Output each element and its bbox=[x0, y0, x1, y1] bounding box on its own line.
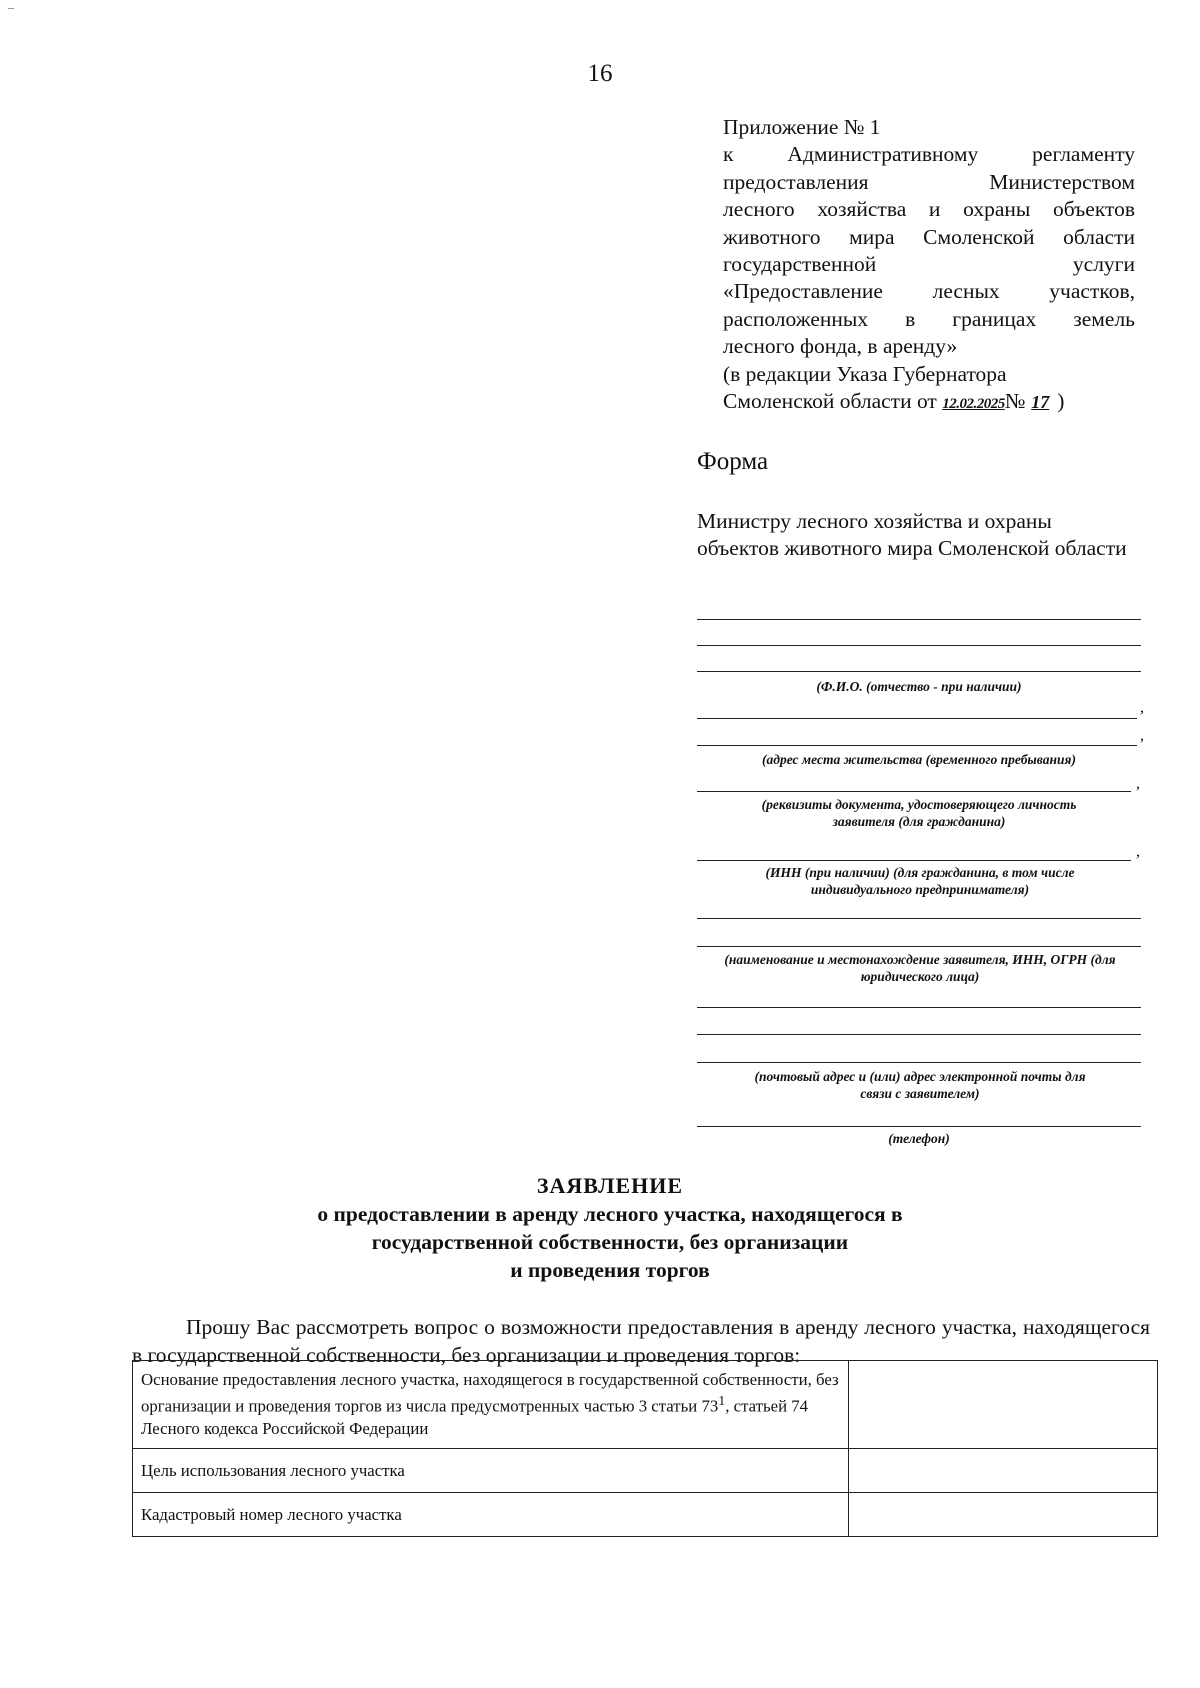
form-label: Форма bbox=[697, 448, 769, 475]
postal-line[interactable] bbox=[697, 1034, 1141, 1035]
legal-entity-line[interactable] bbox=[697, 946, 1141, 947]
appendix-line: животного мира Смоленской области bbox=[723, 224, 1135, 249]
legal-entity-caption: (наименование и местонахождение заявителя, ИНН, ОГРН (для юридического лица) bbox=[724, 952, 1116, 984]
decree-number-label: № bbox=[1004, 389, 1026, 414]
appendix-line: «Предоставление лесных участков, bbox=[723, 279, 1135, 304]
phone-line[interactable] bbox=[697, 1126, 1141, 1127]
basis-text-tail: , статьей 74 Лесного кодекса Российской Федерации bbox=[141, 1396, 809, 1438]
identity-doc-caption: (реквизиты документа, удостоверяющего личность заявителя (для гражданина) bbox=[761, 797, 1077, 829]
page-number: 16 bbox=[587, 60, 613, 87]
table-row bbox=[133, 1449, 1158, 1493]
residence-caption: (адрес места жительства (временного пребывания) bbox=[762, 752, 1076, 767]
fio-line[interactable] bbox=[697, 619, 1141, 620]
appendix-decree bbox=[723, 388, 1135, 418]
appendix-line: лесного хозяйства и охраны объектов bbox=[723, 197, 1135, 222]
table-row bbox=[133, 1493, 1158, 1537]
postal-line[interactable] bbox=[697, 1007, 1141, 1008]
application-table bbox=[132, 1360, 1158, 1537]
table-cell-cadastral-value[interactable] bbox=[849, 1493, 1158, 1537]
statement-subtitle-line: о предоставлении в аренду лесного участка, находящегося в bbox=[317, 1202, 903, 1226]
inn-line[interactable] bbox=[697, 860, 1131, 861]
residence-line[interactable] bbox=[697, 745, 1137, 746]
scan-corner-mark bbox=[8, 8, 14, 9]
decree-prefix: Смоленской области от bbox=[723, 389, 937, 414]
table-cell-basis-label bbox=[133, 1361, 849, 1449]
table-cell-purpose-label: Цель использования лесного участка bbox=[133, 1449, 849, 1493]
appendix-title: Приложение № 1 bbox=[723, 115, 881, 139]
basis-text: Основание предоставления лесного участка, находящегося в государственной собственности, без организации и проведения торгов из числа предусмотренных частью 3 статьи 73 bbox=[141, 1370, 839, 1416]
appendix-line: расположенных в границах земель bbox=[723, 306, 1135, 331]
fio-caption: (Ф.И.О. (отчество - при наличии) bbox=[816, 679, 1022, 694]
appendix-header bbox=[723, 114, 1135, 418]
appendix-line: к Административному регламенту bbox=[723, 142, 1135, 167]
legal-entity-line[interactable] bbox=[697, 918, 1141, 919]
appendix-edition: (в редакции Указа Губернатора bbox=[723, 361, 1007, 386]
statement-subtitle-line: государственной собственности, без организации bbox=[371, 1230, 849, 1254]
identity-doc-line[interactable] bbox=[697, 791, 1131, 792]
comma: , bbox=[1136, 775, 1140, 792]
table-cell-purpose-value[interactable] bbox=[849, 1449, 1158, 1493]
fio-line[interactable] bbox=[697, 671, 1141, 672]
comma: , bbox=[1136, 843, 1140, 860]
table-cell-cadastral-label: Кадастровый номер лесного участка bbox=[133, 1493, 849, 1537]
inn-caption: (ИНН (при наличии) (для гражданина, в том числе индивидуального предпринимателя) bbox=[765, 865, 1075, 897]
statement-title-block bbox=[230, 1172, 990, 1284]
phone-caption: (телефон) bbox=[888, 1131, 950, 1146]
decree-number-handwritten: 17 bbox=[1031, 392, 1050, 413]
table-cell-basis-value[interactable] bbox=[849, 1361, 1158, 1449]
postal-line[interactable] bbox=[697, 1062, 1141, 1063]
appendix-line: лесного фонда, в аренду» bbox=[723, 334, 958, 359]
residence-line[interactable] bbox=[697, 718, 1137, 719]
decree-close: ) bbox=[1057, 389, 1065, 414]
statement-title: ЗАЯВЛЕНИЕ bbox=[536, 1173, 684, 1198]
basis-superscript: 1 bbox=[718, 1394, 726, 1410]
appendix-line: предоставления Министерством bbox=[723, 169, 1135, 194]
comma: , bbox=[1140, 727, 1144, 744]
appendix-line: государственной услуги bbox=[723, 252, 1135, 277]
comma: , bbox=[1140, 699, 1144, 716]
statement-subtitle-line: и проведения торгов bbox=[510, 1258, 710, 1282]
request-text: Прошу Вас рассмотреть вопрос о возможности предоставления в аренду лесного участка, находящегося в государственной собственности, без организации и проведения торгов: bbox=[132, 1315, 1150, 1367]
decree-date-handwritten: 12.02.2025 bbox=[942, 396, 1005, 413]
fio-line[interactable] bbox=[697, 645, 1141, 646]
addressee: Министру лесного хозяйства и охраны объектов животного мира Смоленской области bbox=[697, 509, 1127, 560]
postal-caption: (почтовый адрес и (или) адрес электронной почты для связи с заявителем) bbox=[754, 1069, 1086, 1101]
table-row bbox=[133, 1361, 1158, 1449]
